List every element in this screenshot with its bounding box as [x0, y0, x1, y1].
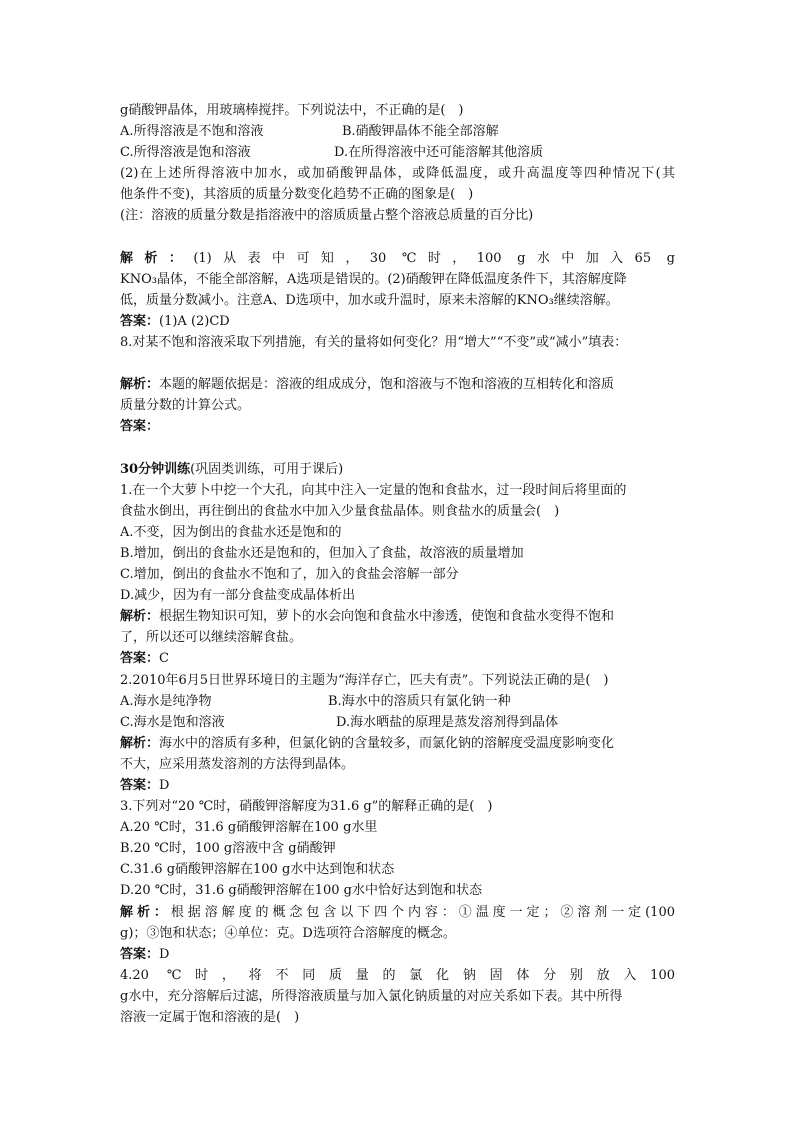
label-prefix: 解析： — [120, 735, 160, 751]
text-line: g)；③饱和状态；④单位：克。D选项符合溶解度的概念。 — [120, 925, 456, 941]
text-line — [120, 416, 675, 437]
text-line: g硝酸钾晶体，用玻璃棒搅拌。下列说法中，不正确的是( ) — [120, 103, 464, 118]
text-line: 答案：D — [120, 778, 170, 793]
text-line: 他条件不变)，其溶质的质量分数变化趋势不正确的图象是( ) — [120, 187, 474, 203]
blank-line — [120, 438, 675, 459]
label-prefix: 解析： — [120, 904, 171, 920]
text-line: 解析：根据溶解度的概念包含以下四个内容：①温度一定；②溶剂一定(100 — [120, 904, 675, 920]
label-prefix: 解析： — [120, 377, 160, 393]
text-line: D.20 ℃时，31.6 g硝酸钾溶解在100 g水中恰好达到饱和状态 — [120, 883, 482, 899]
text-line: 3.下列对“20 ℃时，硝酸钾溶解度为31.6 g”的解释正确的是( ) — [120, 799, 493, 815]
text-line: C.增加，倒出的食盐水不饱和了，加入的食盐会溶解一部分 — [120, 567, 459, 583]
text-line: 答案：D — [120, 946, 170, 962]
option-row — [120, 712, 675, 733]
option-left: C.所得溶液是饱和溶液 — [120, 145, 251, 161]
text-line: 2.2010年6月5日世界环境日的主题为“海洋存亡，匹夫有责”。下列说法正确的是( ) — [120, 672, 609, 688]
text-line: KNO₃晶体，不能全部溶解，A选项是错误的。(2)硝酸钾在降低温度条件下，其溶解度降 — [120, 271, 627, 287]
blank-line — [120, 353, 675, 374]
label-prefix: 答案： — [120, 313, 160, 329]
text-line: 解析：(1)从表中可知，30 ℃时，100 g水中加入65 g — [120, 250, 675, 266]
blank-line — [120, 227, 675, 248]
text-line: 质量分数的计算公式。 — [120, 398, 251, 414]
option-row — [120, 142, 675, 163]
label-prefix: 解析： — [120, 609, 160, 625]
option-left: A.海水是纯净物 — [120, 693, 212, 709]
text-line: A.20 ℃时，31.6 g硝酸钾溶解在100 g水里 — [120, 820, 378, 836]
text-line: (2)在上述所得溶液中加水，或加硝酸钾晶体，或降低温度，或升高温度等四种情况下(其 — [120, 166, 675, 182]
text-line: (注：溶液的质量分数是指溶液中的溶质质量占整个溶液总质量的百分比) — [120, 208, 534, 224]
label-prefix: 答案： — [120, 419, 160, 435]
text-line: 低，质量分数减小。注意A、D选项中，加水或升温时，原来未溶解的KNO₃继续溶解。 — [120, 292, 619, 308]
text-line: 8.对某不饱和溶液采取下列措施，有关的量将如何变化？用“增大”“不变”或“减小”填表： — [120, 335, 628, 351]
text-line: 不大，应采用蒸发溶剂的方法得到晶体。 — [120, 756, 355, 772]
text-line: A.不变，因为倒出的食盐水还是饱和的 — [120, 524, 342, 540]
label-prefix: 答案： — [120, 778, 160, 793]
text-line: B.增加，倒出的食盐水还是饱和的，但加入了食盐，故溶液的质量增加 — [120, 545, 524, 561]
text-line: 溶液一定属于饱和溶液的是( ) — [120, 1010, 300, 1026]
text-line: 答案：C — [120, 651, 169, 667]
text-line: 解析：根据生物知识可知，萝卜的水会向饱和食盐水中渗透，使饱和食盐水变得不饱和 — [120, 609, 615, 625]
label-prefix: 解析： — [120, 250, 194, 266]
option-left: A.所得溶液是不饱和溶液 — [120, 124, 264, 140]
option-right: B.海水中的溶质只有氯化钠一种 — [328, 693, 511, 709]
document-page — [120, 100, 675, 1028]
option-right: B.硝酸钾晶体不能全部溶解 — [342, 124, 499, 140]
option-right: D.海水晒盐的原理是蒸发溶剂得到晶体 — [336, 714, 559, 730]
label-prefix: 答案： — [120, 651, 160, 667]
text-line: 解析：本题的解题依据是：溶液的组成成分，饱和溶液与不饱和溶液的互相转化和溶质 — [120, 377, 615, 393]
text-line: 答案：(1)A (2)CD — [120, 313, 230, 329]
option-left: C.海水是饱和溶液 — [120, 714, 225, 730]
text-line: 1.在一个大萝卜中挖一个大孔，向其中注入一定量的饱和食盐水，过一段时间后将里面的 — [120, 482, 627, 498]
option-row — [120, 121, 675, 142]
option-row — [120, 691, 675, 712]
text-line: 食盐水倒出，再往倒出的食盐水中加入少量食盐晶体。则食盐水的质量会( ) — [120, 503, 560, 519]
text-line: D.减少，因为有一部分食盐变成晶体析出 — [120, 588, 356, 604]
text-line: 30分钟训练(巩固类训练，可用于课后) — [120, 461, 344, 477]
text-line: 解析：海水中的溶质有多种，但氯化钠的含量较多，而氯化钠的溶解度受温度影响变化 — [120, 735, 615, 751]
text-line: 了，所以还可以继续溶解食盐。 — [120, 630, 303, 646]
label-prefix: 30分钟训练 — [120, 461, 191, 477]
option-right: D.在所得溶液中还可能溶解其他溶质 — [334, 145, 544, 161]
label-prefix: 答案： — [120, 946, 160, 962]
text-line: C.31.6 g硝酸钾溶解在100 g水中达到饱和状态 — [120, 862, 395, 878]
text-line: 4.20 ℃时，将不同质量的氯化钠固体分别放入100 — [120, 967, 675, 983]
text-line: B.20 ℃时，100 g溶液中含 g硝酸钾 — [120, 841, 336, 857]
text-line: g水中，充分溶解后过滤，所得溶液质量与加入氯化钠质量的对应关系如下表。其中所得 — [120, 988, 623, 1004]
